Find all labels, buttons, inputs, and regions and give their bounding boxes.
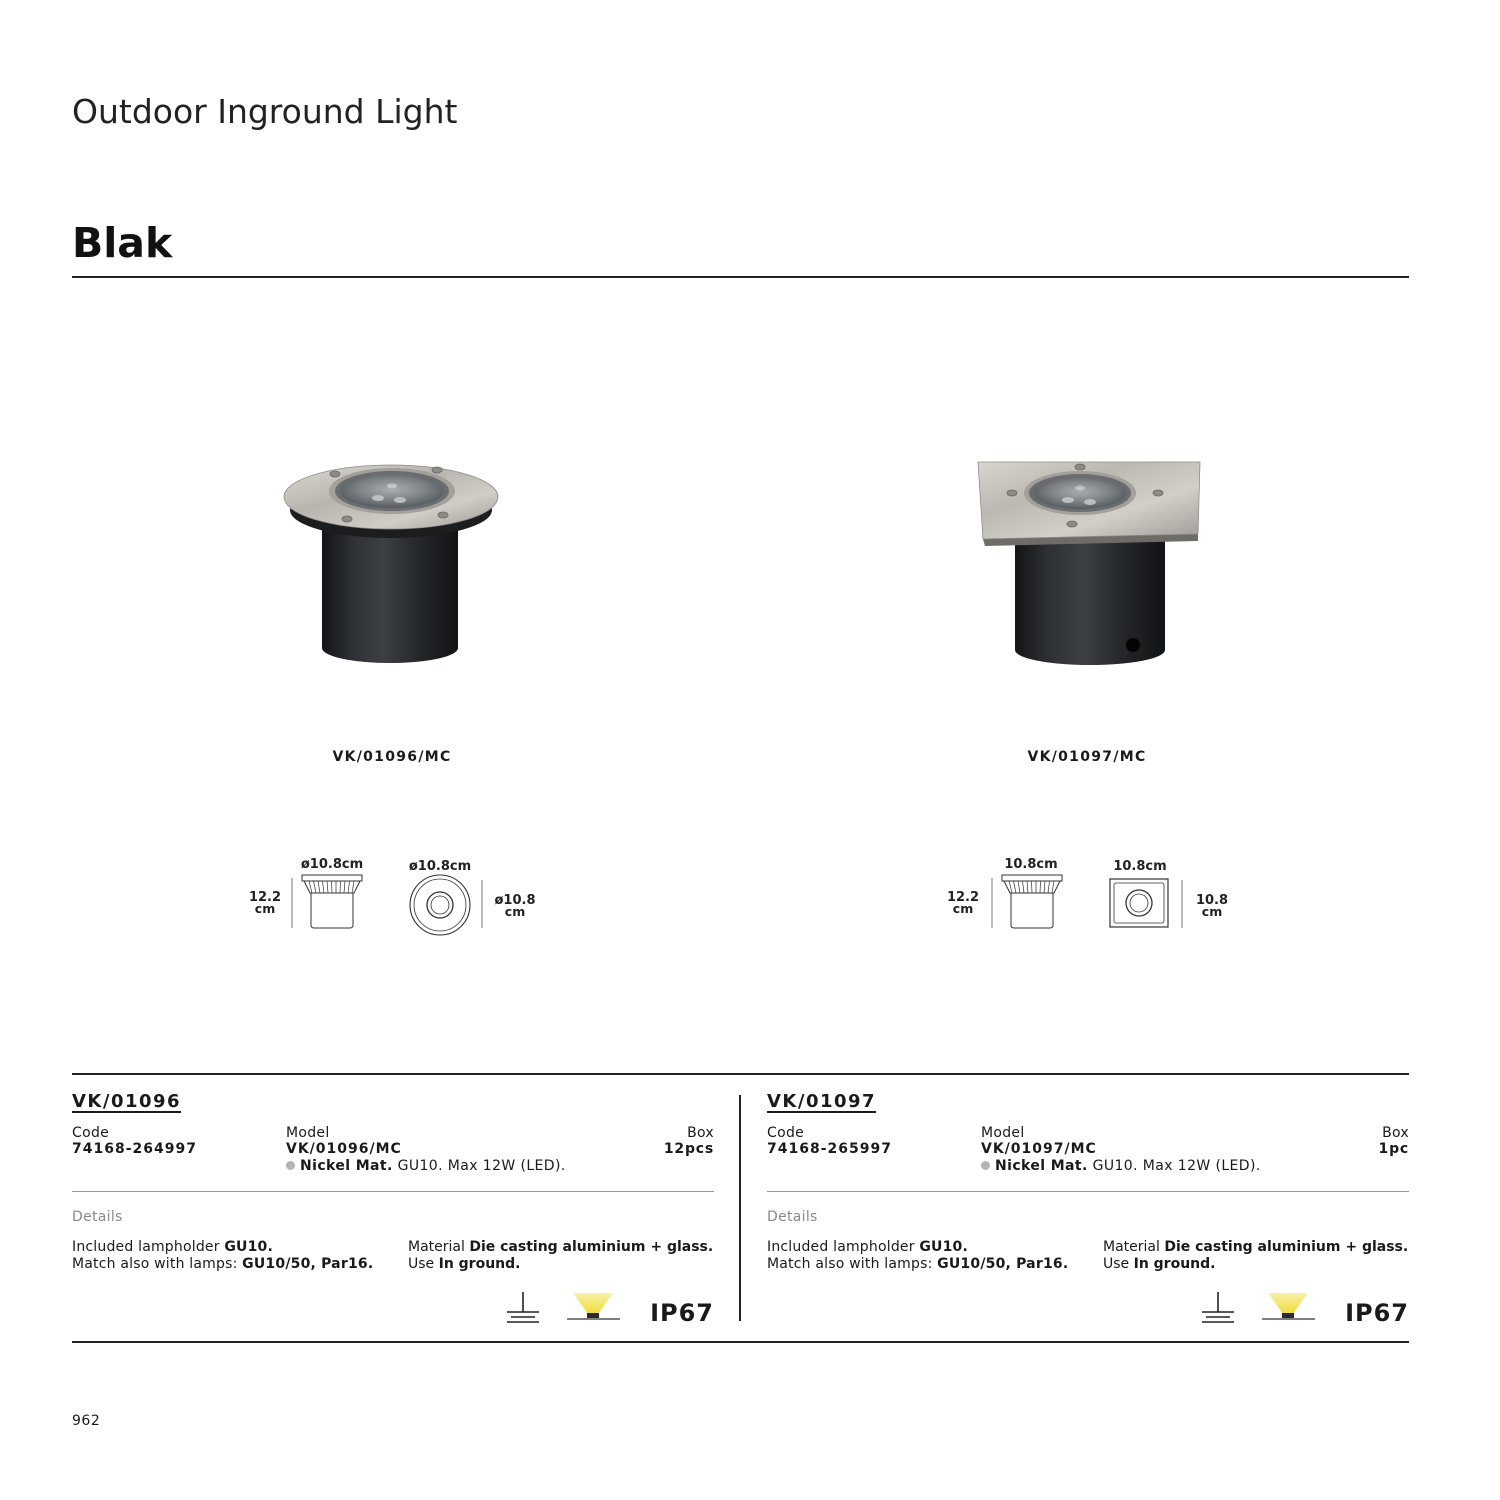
match-lamps-value: GU10/50, Par16. [937,1256,1069,1272]
dim-height-unit: cm [952,901,974,916]
product-photo-round [270,450,520,680]
use-value: In ground. [438,1256,521,1272]
finish-description: GU10. Max 12W (LED). [1092,1158,1261,1174]
family-title: Blak [72,219,173,267]
lampholder-label: Included lampholder [72,1239,220,1255]
dim-height-value: 12.2 [946,890,980,905]
match-lamps-line [767,1257,1068,1271]
spec-divider [767,1191,1409,1192]
material-label: Material [1103,1239,1160,1255]
spec-top-rule [72,1073,1409,1075]
use-value: In ground. [1133,1256,1216,1272]
lampholder-line [72,1240,273,1254]
dim-depth-unit: cm [1201,904,1223,919]
code-label: Code [767,1125,805,1141]
details-label: Details [767,1209,818,1225]
side-view-outline [1002,875,1062,928]
dim-depth-unit: cm [504,904,526,919]
dim-height-value: 12.2 [248,890,282,905]
code-value: 74168-264997 [72,1141,197,1157]
product-image-label: VK/01097/MC [1027,749,1147,765]
page-number: 962 [72,1413,101,1429]
use-label: Use [1103,1256,1130,1272]
box-label: Box [1382,1125,1409,1141]
match-lamps-label: Match also with lamps: [72,1256,238,1272]
ip-rating: IP67 [1345,1299,1409,1327]
code-label: Code [72,1125,110,1141]
material-label: Material [408,1239,465,1255]
finish-swatch [286,1161,295,1170]
dim-depth-value: 10.8 [1195,893,1229,908]
lampholder-value: GU10. [224,1239,274,1255]
material-line [1103,1240,1408,1254]
fixture-body [322,522,458,663]
lampholder-value: GU10. [919,1239,969,1255]
finish-swatch [981,1161,990,1170]
lampholder-line [767,1240,968,1254]
use-line [408,1257,520,1271]
details-label: Details [72,1209,123,1225]
box-value: 1pc [1378,1141,1409,1157]
material-line [408,1240,713,1254]
fixture-lens [340,474,444,508]
lampholder-label: Included lampholder [767,1239,915,1255]
box-value: 12pcs [663,1141,714,1157]
product-image-label: VK/01096/MC [332,749,452,765]
finish-name: Nickel Mat. [300,1158,393,1174]
match-lamps-line [72,1257,373,1271]
ip-rating: IP67 [650,1299,714,1327]
dim-height-unit: cm [254,901,276,916]
fixture-cable-hole [1126,638,1140,652]
finish-description: GU10. Max 12W (LED). [397,1158,566,1174]
box-label: Box [687,1125,714,1141]
column-divider [739,1095,741,1321]
model-value: VK/01097/MC [981,1141,1097,1157]
side-view-outline [302,875,362,928]
dim-depth-value: ø10.8 [494,893,536,908]
model-label: Model [981,1125,1025,1141]
use-label: Use [408,1256,435,1272]
top-view-outline [410,875,470,935]
dimension-drawing-square [928,845,1258,940]
header-rule [72,276,1409,278]
finish-name: Nickel Mat. [995,1158,1088,1174]
product-ref-link[interactable]: VK/01097 [767,1091,877,1112]
dim-side-width: ø10.8cm [300,857,364,872]
product-ref-link[interactable]: VK/01096 [72,1091,182,1112]
dimension-drawing-round [230,845,560,940]
dim-top-width: ø10.8cm [408,859,472,874]
top-view-outline [1110,879,1168,927]
fixture-body [1015,530,1165,665]
spec-bottom-rule [72,1341,1409,1343]
code-value: 74168-265997 [767,1141,892,1157]
dim-top-width: 10.8cm [1113,859,1167,874]
category-title: Outdoor Inground Light [72,92,458,131]
material-value: Die casting aluminium + glass. [1164,1239,1409,1255]
spec-divider [72,1191,714,1192]
dim-side-width: 10.8cm [1004,857,1058,872]
fixture-lens [1034,477,1126,509]
product-photo-square [970,450,1210,680]
material-value: Die casting aluminium + glass. [469,1239,714,1255]
match-lamps-label: Match also with lamps: [767,1256,933,1272]
use-line [1103,1257,1215,1271]
match-lamps-value: GU10/50, Par16. [242,1256,374,1272]
model-value: VK/01096/MC [286,1141,402,1157]
model-label: Model [286,1125,330,1141]
finish-row [981,1159,1261,1173]
finish-row [286,1159,566,1173]
